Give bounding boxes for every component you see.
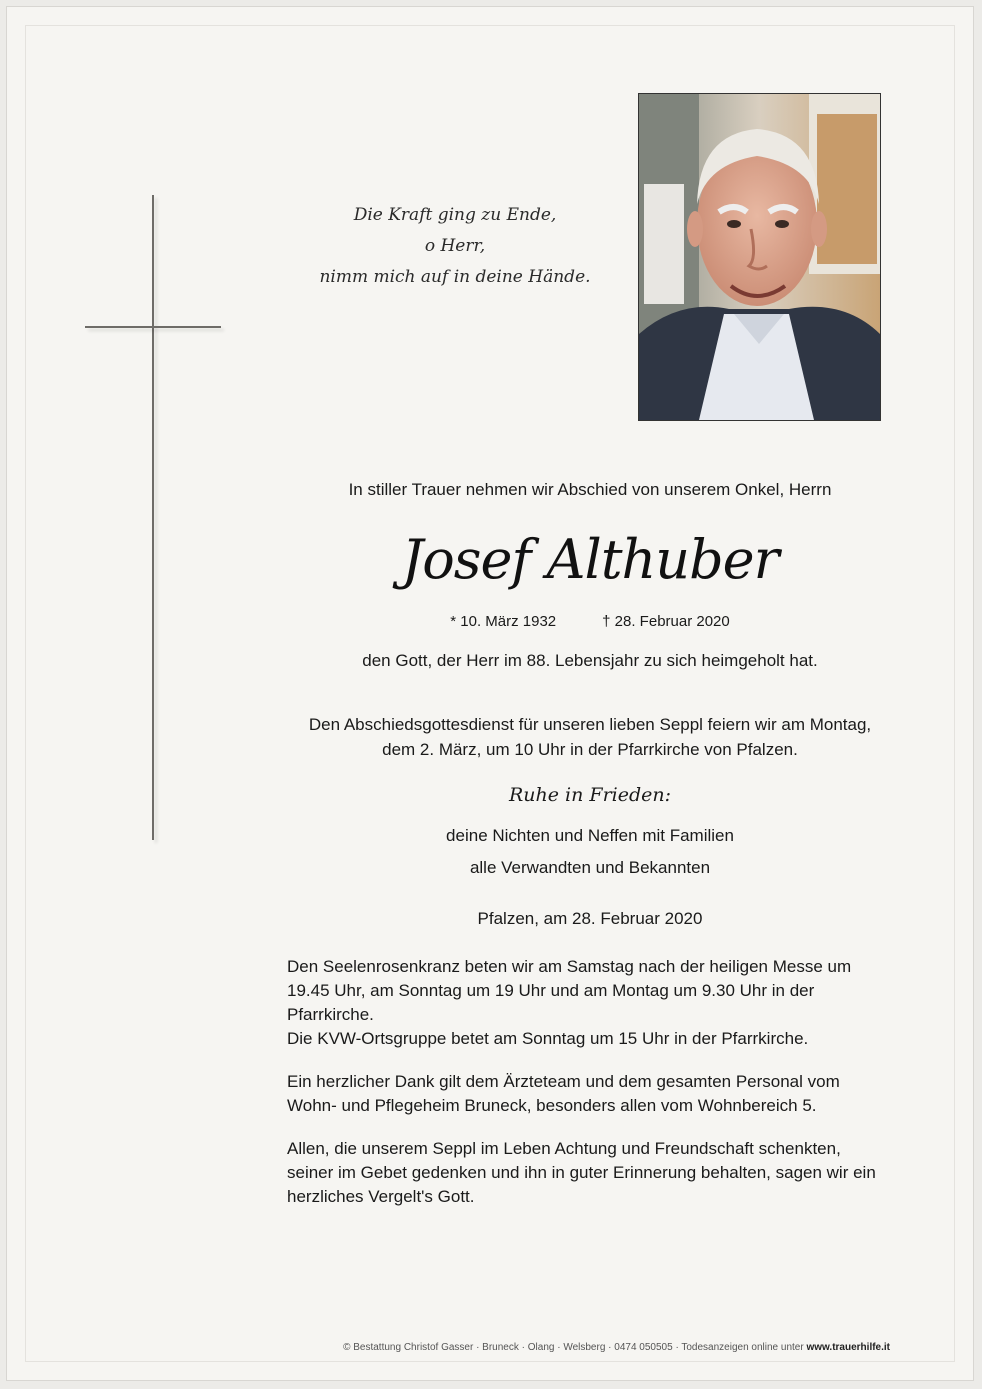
service-line: dem 2. März, um 10 Uhr in der Pfarrkirche von Pfalzen. <box>382 740 798 759</box>
closing-paragraph <box>287 1137 883 1209</box>
birth-date: * 10. März 1932 <box>450 613 557 630</box>
mourners-line: alle Verwandten und Bekannten <box>469 858 711 877</box>
thanks-paragraph <box>287 1070 883 1118</box>
lebensjahr-text: den Gott, der Herr im 88. Lebensjahr zu sich heimgeholt hat. <box>362 651 818 670</box>
verse <box>300 200 610 293</box>
service-info <box>250 712 930 762</box>
rosary-line: Pfarrkirche. <box>287 1005 374 1024</box>
closing-line: seiner im Gebet gedenken und ihn in guter Erinnerung behalten, sagen wir ein <box>287 1163 876 1182</box>
cross-icon <box>152 195 154 840</box>
footer-link[interactable]: www.trauerhilfe.it <box>806 1342 890 1353</box>
thanks-line: Ein herzlicher Dank gilt dem Ärzteteam und dem gesamten Personal vom <box>287 1072 840 1091</box>
footer-text: © Bestattung Christof Gasser · Bruneck · Olang · Welsberg · 0474 050505 · Todesanzeigen online unter <box>343 1342 807 1353</box>
life-dates <box>290 613 890 630</box>
portrait-photo <box>638 93 881 421</box>
rosary-line: Die KVW-Ortsgruppe betet am Sonntag um 15 Uhr in der Pfarrkirche. <box>287 1029 809 1048</box>
rosary-paragraph <box>287 955 883 1051</box>
verse-line: o Herr, <box>424 236 486 256</box>
mourners <box>250 820 930 884</box>
footer <box>270 1342 890 1353</box>
cross-icon-bar <box>85 326 221 328</box>
verse-line: nimm mich auf in deine Hände. <box>319 267 591 287</box>
intro-text: In stiller Trauer nehmen wir Abschied von unserem Onkel, Herrn <box>348 480 832 499</box>
rosary-line: 19.45 Uhr, am Sonntag um 19 Uhr und am Montag um 9.30 Uhr in der <box>287 981 815 1000</box>
mourners-line: deine Nichten und Neffen mit Familien <box>446 826 734 845</box>
place-date: Pfalzen, am 28. Februar 2020 <box>477 909 703 928</box>
death-date: † 28. Februar 2020 <box>602 613 730 630</box>
thanks-line: Wohn- und Pflegeheim Bruneck, besonders allen vom Wohnbereich 5. <box>287 1096 817 1115</box>
closing-line: Allen, die unserem Seppl im Leben Achtung und Freundschaft schenkten, <box>287 1139 841 1158</box>
verse-line: Die Kraft ging zu Ende, <box>353 205 557 225</box>
ruhe-heading: Ruhe in Frieden: <box>508 784 672 806</box>
deceased-name: Josef Althuber <box>401 528 779 591</box>
rosary-line: Den Seelenrosenkranz beten wir am Samstag nach der heiligen Messe um <box>287 957 852 976</box>
closing-line: herzliches Vergelt's Gott. <box>287 1187 475 1206</box>
service-line: Den Abschiedsgottesdienst für unseren lieben Seppl feiern wir am Montag, <box>308 715 872 734</box>
